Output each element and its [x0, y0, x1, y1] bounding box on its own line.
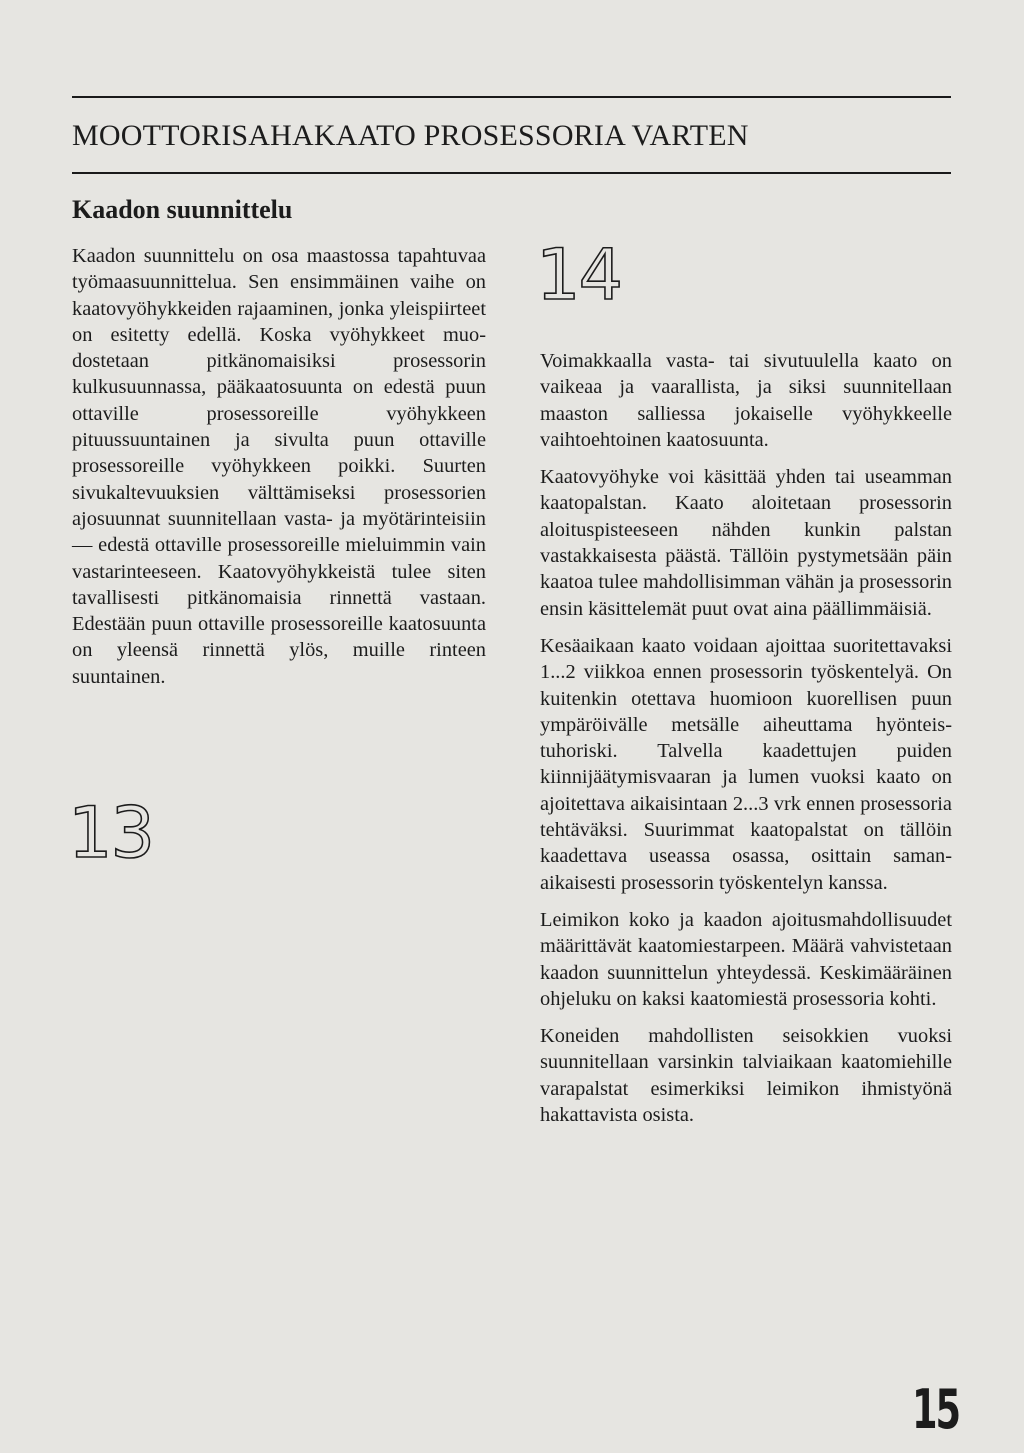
page-number: 15	[912, 1378, 960, 1441]
right-paragraph-4: Leimikon koko ja kaadon ajoitusmahdollisuudet määrittävät kaatomiestarpeen. Määrä vahvistetaan kaadon suunnittelun yhteydessä. Keskimääräinen ohjeluku on kaksi kaatomiestä prosessoria kohti.	[540, 908, 952, 1010]
right-column	[540, 348, 952, 1128]
header-rule-bottom	[72, 172, 951, 174]
right-paragraph-2: Kaatovyöhyke voi käsittää yhden tai useamman kaatopalstan. Kaato aloitetaan prosessorin aloituspisteeseen nähden kunkin palstan vastakkaisesta päästä. Tällöin pystymetsään päin kaatoa tulee mahdollisimman vähän ja prosessorin ensin käsittelemät puut ovat aina päällimmäisiä.	[540, 466, 952, 620]
right-paragraph-5: Koneiden mahdollisten seisokkien vuoksi suunnitellaan varsinkin talviaikaan kaatomiehille varapalstat esimerkiksi leimikon ihmistyönä hakattavista osista.	[540, 1025, 952, 1127]
left-paragraph: Kaadon suunnittelu on osa maastossa tapahtuvaa työmaasuunnittelua. Sen ensimmäinen vaihe on kaatovyöhykkeiden rajaaminen, jonka yleispiirteet on esitetty edellä. Koska vyöhykkeet muodostetaan pitkänomaisiksi prosessorin kulkusuunnassa, pääkaatosuunta on edestä puun ottaville prosessoreille vyöhykkeen pituussuuntainen ja sivulta puun ottaville prosessoreille vyöhykkeen poikki. Suurten sivukaltevuuksien välttämiseksi prosessorien ajosuunnat suunnitellaan vasta- ja myötärinteisiin — edestä ottaville prosessoreille mieluimmin vain vastarinteeseen. Kaatovyöhykkeistä tulee siten tavallisesti pitkänomaisia rinnettä vastaan. Edestään puun ottaville prosessoreille kaatosuunta on yleensä rinnettä ylös, muille rinteen suuntainen.	[72, 245, 486, 688]
page-header-title: MOOTTORISAHAKAATO PROSESSORIA VARTEN	[72, 119, 749, 152]
left-column	[72, 243, 486, 690]
right-paragraph-1: Voimakkaalla vasta- tai sivutuulella kaato on vaikeaa ja vaarallista, ja siksi suunnitellaan maaston salliessa jokaiselle vyöhykkeelle vaihtoehtoinen kaatosuunta.	[540, 350, 952, 451]
right-paragraph-3: Kesäaikaan kaato voidaan ajoittaa suoritettavaksi 1...2 viikkoa ennen prosessorin työskentelyä. On kuitenkin otettava huomioon kuorellisen puun ympäröivälle metsälle aiheuttama hyönteistuhoriski. Talvella kaadettujen puiden kiinnijäätymisvaaran ja lumen vuoksi kaato on ajoitettava aikaisintaan 2...3 vrk ennen prosessoria tehtäväksi. Suurimmat kaatopalstat on tällöin kaadettava useassa osassa, osittain samanaikaisesti prosessorin työskentelyn kanssa.	[540, 634, 952, 894]
figure-number-13: 13	[68, 792, 154, 874]
figure-number-14: 14	[536, 234, 622, 316]
section-title: Kaadon suunnittelu	[72, 195, 293, 224]
header-rule-top	[72, 96, 951, 98]
